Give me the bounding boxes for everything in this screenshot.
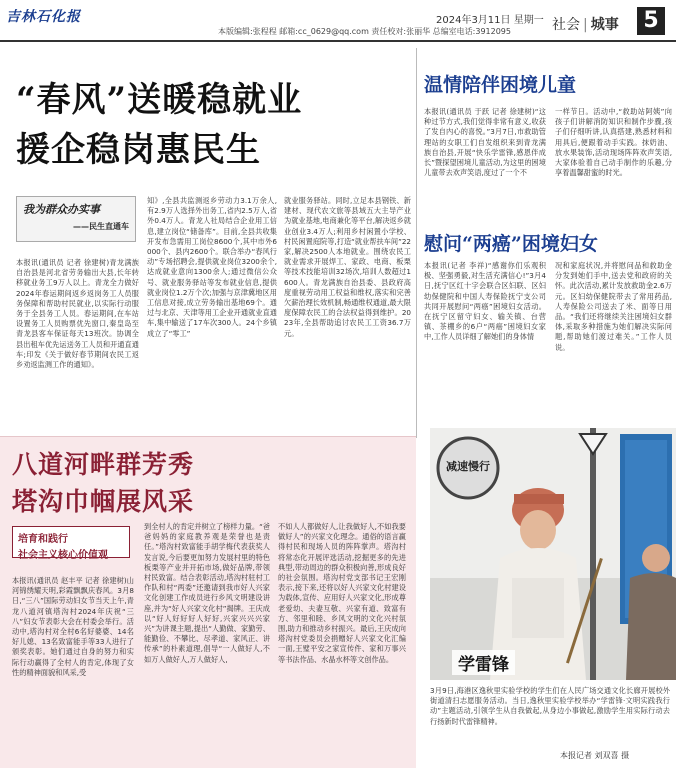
feature-article-col3: 不如人人都做好人,让我做好人,不如我要做好人”的兴家文化理念。通俗的语言赢得村民和现场人员的阵阵掌声。塔沟村将常态化开展评选活动,挖掘更多的先进典型,带动周边的群众积极向善,形成良好的社会氛围。塔沟村党支部书记王宏刚表示,接下来,还将以好人兴家文化村建设为载体,宣传、应用好人兴家文化,形成尊老爱幼、夫妻互敬、兴家有道、致富有方、邻里和睦、乡风文明的文化兴村氛围,助力和推动乡村振兴。最后,王庆成向塔沟村党委员会捐赠好人兴家文化汇编一面,王璧平安之家宣传件、家和万事兴等书法作品、水晶水杯等文创作品。 bbox=[278, 522, 406, 664]
right-article1-col1: 本报讯(通讯员 于跃 记者 徐建树)“这种过节方式,我们觉得非常有意义,收获了发自内心的喜悦。”3月7日,市救助管理站的女职工们自发组织来到青龙满族自治县,开展“快乐学雷锋,感恩伴成长”暨探望困境儿童活动,为这里的困境儿童带去欢声笑语,度过了一个不 bbox=[424, 107, 546, 178]
column-brand-box bbox=[16, 196, 136, 242]
editor-info: 本版编辑:张程程 邮箱:cc_0629@qq.com 责任校对:张丽华 总编室电话:3912095 bbox=[218, 27, 511, 36]
section-left: 社会 bbox=[552, 17, 580, 33]
speed-limit-sign-text: 减速慢行 bbox=[446, 460, 490, 473]
right-article2-headline: 慰问“两癌”困境妇女 bbox=[424, 229, 604, 256]
feature-badge-line1: 培育和践行 bbox=[18, 534, 68, 545]
feature-headline-line1: 八道河畔群芳秀 bbox=[12, 450, 195, 479]
column-brand-subtitle: ——民生直通车 bbox=[73, 222, 129, 231]
photo-caption: 3月9日,海港区逸秋里实验学校的学生们在人民广场交通文化长廊开展校外街道清扫志愿服务活动。当日,逸秋里实验学校举办“学雷锋·文明实践我行动”主题活动,引领学生从自我做起,从身边小事做起,激励学生用实际行动去行扬新时代雷锋精神。 bbox=[430, 686, 670, 726]
newspaper-logo: 吉林石化报 bbox=[6, 9, 81, 25]
main-article-col1: 本报讯(通讯员 记者 徐建树)青龙满族自治县是河北省劳务输出大县,长年转移就业务工9万人以上。青龙全力做好2024年春运期间返乡返岗务工人员服务保障和帮助村民就业,以实际行动服务于全县务工人员。春运期间,在车站设置务工人员购票优先窗口,秦皇岛至青龙县客车保证每天13班次。协调全县出租车优先运送务工人员和开通直通车;印发《关于做好春节期间农民工返乡劝返监测工作的通知》。 bbox=[16, 258, 139, 370]
section-right: 城事 bbox=[590, 17, 619, 33]
right-article2-col2: 况和家庭状况,并将慰问品和救助金分发到她们手中,送去党和政府的关怀。此次活动,累计发放救助金2.6万元。区妇幼保健院带去了常用药品,人寿保险公司送去了米、面等日用品。“我们还将继续关注困境妇女群体,采取多种措施为她们解决实际问题,帮助她们渡过难关。”工作人员说。 bbox=[555, 261, 672, 352]
feature-badge-line2: 社会主义核心价值观 bbox=[18, 550, 108, 561]
right-article1-headline: 温情陪伴困境儿童 bbox=[424, 74, 577, 96]
main-article-col3: 就业服务驿站。同时,立足本县钢铁、新建材、现代农文旅等县域五大主导产业为就业基地,电商兼化等平台,解决返乡就业创业3.4万人;利用乡村闲置小学校、村民闲置庭院等,打造“就业帮扶车间”22家,解决2500人本地就业。围绕农民工就业需求开展焊工、家政、电商、板栗等技术技能培训32场次,培训人数超过1600人。青龙满族自治县委、县政府高度重视劳动用工权益和维权,落实和完善欠薪治理长效机制,畅通维权通道,最大限度保障农民工的合法权益得到维护。2023年,全县帮助追讨农民工工资36.7万元。 bbox=[284, 196, 411, 338]
column-divider bbox=[416, 48, 417, 438]
masthead bbox=[0, 0, 676, 42]
right-article2-col1: 本报讯(记者 李祥)“感谢你们乐观积极、坚强勇毅,对生活充满信心!”3月4日,抚宁区红十字会联合区妇联、区妇幼保健院和中国人寿保险抚宁支公司共同开展慰问“两癌”困境妇女活动。在抚宁区留守妇女、输关镇、台营镇、茶棚乡的6户“两癌”困境妇女家中,工作人员详细了解她们的身体情 bbox=[424, 261, 546, 342]
feature-article-col1: 本报讯(通讯员 赵丰平 记者 徐建树)山河锦绣耀天明,彩霞飘飘庆春风。3月8日,“三八”国际劳动妇女节当天上午,青龙八道河镇塔沟村2024年庆祝“三八”妇女节表彰大会在村委会举行。活动中,塔沟村对全村6名好婆婆、14名好儿媳、13名致富能手等33人进行了颁奖表彰。她们通过自身的努力和实际行动赢得了全村人的肯定,体现了女性的精神面貌和风采,受 bbox=[12, 576, 134, 677]
section-label: 社会 | 城事 bbox=[552, 17, 619, 33]
right-article1-col2: 一样节日。活动中,“救助站阿姨”向孩子们讲解消防知识和制作步骤,孩子们仔细听讲,认真搭建,熟悉材料和用具后,便跟着动手实践。抹奶油、放水果装饰,活动现场阵阵欢声笑语,大家体验着自己动手制作的乐趣,分享着温馨甜蜜的时光。 bbox=[555, 107, 672, 178]
feature-headline-line2: 塔沟巾帼展风采 bbox=[12, 487, 195, 516]
main-headline-line2: 援企稳岗惠民生 bbox=[16, 130, 261, 170]
photo-credit: 本报记者 刘双喜 摄 bbox=[560, 751, 630, 760]
feature-column-badge bbox=[12, 526, 130, 561]
page-number: 5 bbox=[637, 7, 665, 35]
photo-caption-title: 学雷锋 bbox=[452, 650, 515, 675]
news-photo bbox=[430, 428, 676, 680]
main-article-col2: 知》,全县共监测返乡劳动力3.1万余人,有2.9万人选择外出务工,省内2.5万人,省外0.4万人。青龙人社局结合企业用工信息,建立岗位“储备库”。目前,全县共收集开发布急需用工岗位8600个,其中市外6000个、县内2600个。联合举办“春风行动”专场招聘会,提供就业岗位3200余个,达成就业意向1300余人;通过微信公众号、就业服务驿站等发布就业信息,提供就业岗位1.2万个次;加强与京津冀地区用工信息对接,成立劳务输出基地69个。通过与北京、天津等用工企业开通就业直通车,集中输送了17车次300人。24个乡镇成立了“零工” bbox=[147, 196, 277, 338]
issue-date: 2024年3月11日 星期一 bbox=[436, 15, 544, 26]
feature-article-col2: 到全村人的肯定并树立了榜样力量。“爸爸妈妈的家庭教养观是荣誉也是责任。”塔沟村致富能手胡学梅代表获奖人发言说,今后要更加努力发展村里的特色板栗等产业并开拓市场,做好品牌,带领村民致富。结合表彰活动,塔沟村驻村工作队和村“两委”还邀请到我市好人兴家文化创建工作成员进行乡风文明建设讲座,并为“好人兴家文化村”揭牌。王庆成以“好人好好好人好好,兴家兴兴兴家兴”为讲课主题,提出“人勤做、家勤劳、能勤俭、不攀比、尽孝道、家风正、讲传承”的朴素道理,倡导“一人做好人,不如万人做好人,万人做好人, bbox=[144, 522, 270, 664]
main-headline-line1: “春风”送暖稳就业 bbox=[16, 80, 303, 120]
column-brand-title: 我为群众办实事 bbox=[23, 203, 100, 216]
